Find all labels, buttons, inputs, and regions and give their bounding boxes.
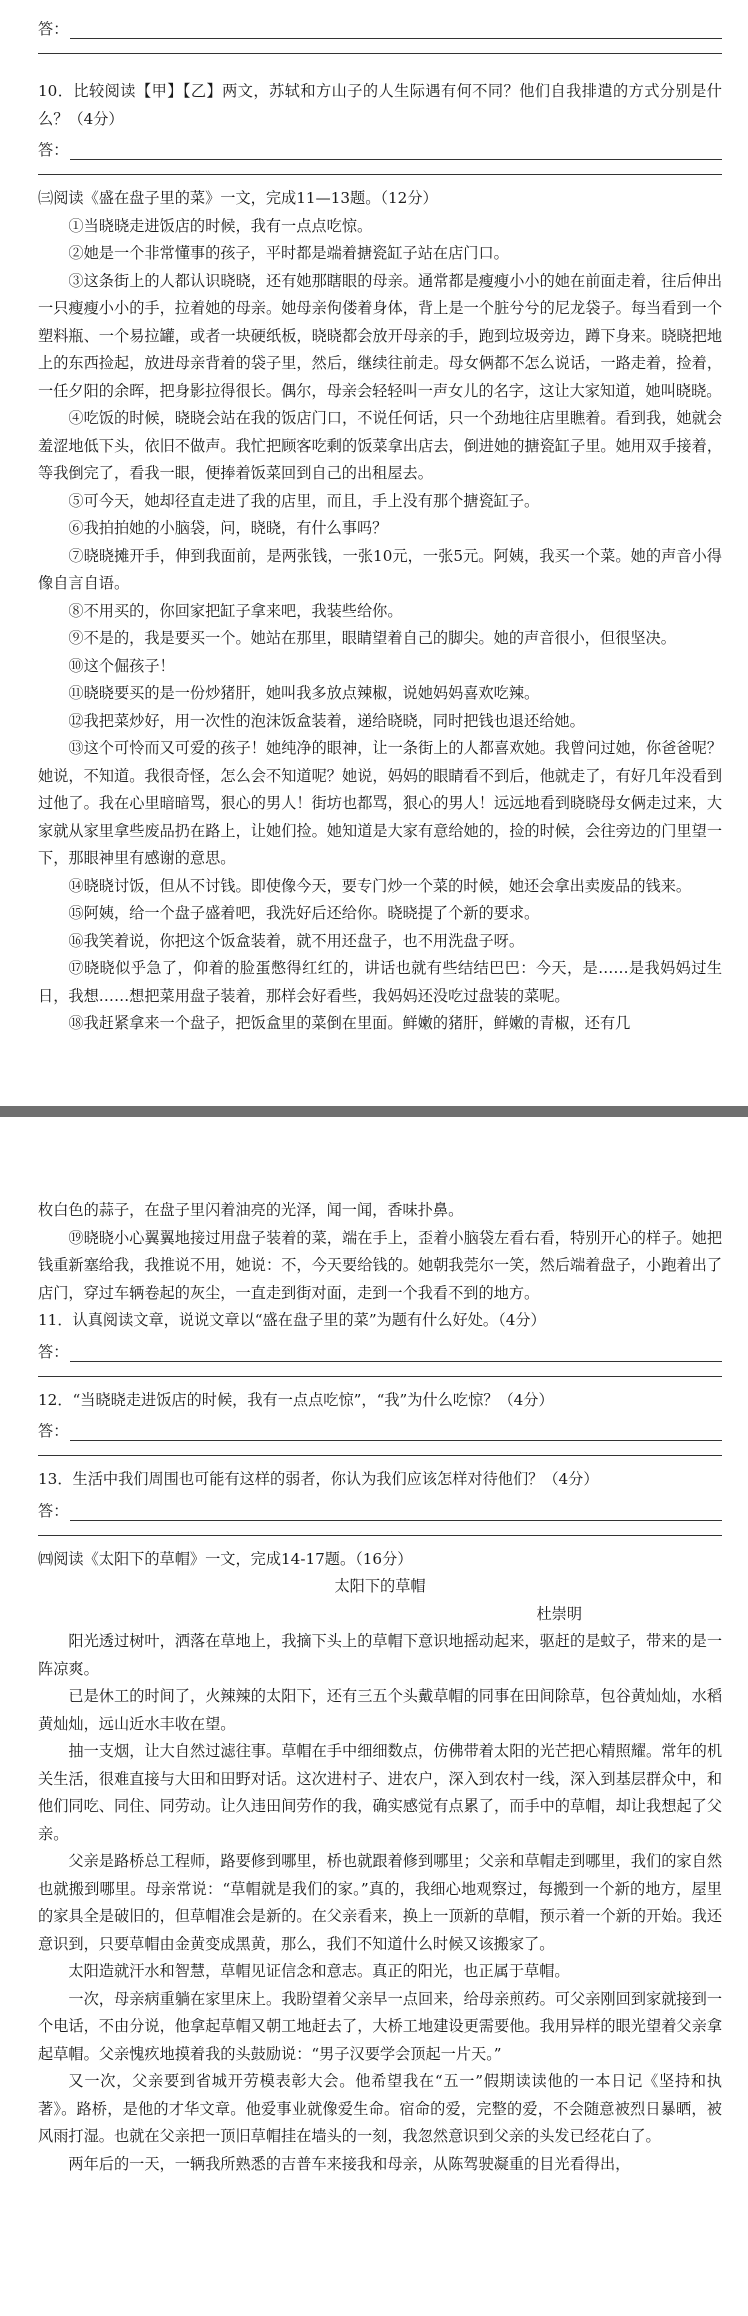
story-paragraph: ⑨不是的，我是要买一个。她站在那里，眼睛望着自己的脚尖。她的声音很小，但很坚决。 [68,629,676,647]
question-12: 12．“当晓晓走进饭店的时候，我有一点点吃惊”，“我”为什么吃惊？（4分） [38,1390,554,1409]
blank-line[interactable] [38,160,722,175]
story-paragraph: ①当晓晓走进饭店的时候，我有一点点吃惊。 [68,216,373,235]
answer-line[interactable]: 答： [38,12,722,39]
essay-paragraph: 太阳造就汗水和智慧，草帽见证信念和意志。真正的阳光，也正属于草帽。 [68,1962,570,1980]
essay-paragraph: 两年后的一天，一辆我所熟悉的吉普车来接我和母亲，从陈驾驶凝重的目光看得出， [68,2154,631,2173]
answer-line[interactable]: 答： [38,133,722,160]
story-paragraph: ⑰晓晓似乎急了，仰着的脸蛋憋得红红的，讲话也就有些结结巴巴：今天，是……是我妈妈过生日，我想……想把菜用盘子装着，那样会好看些，我妈妈还没吃过盘装的菜呢。 [38,959,722,1005]
section-4-header: ㈣阅读《太阳下的草帽》一文，完成14-17题。（16分） [38,1549,413,1568]
essay-paragraph: 抽一支烟，让大自然过滤往事。草帽在手中细细数点，仿佛带着太阳的光芒把心精照耀。常年的机关生活，很难直接与大田和田野对话。这次进村子、进农户，深入到农村一线，深入到基层群众中，和他们同吃、同住、同劳动。让久违田间劳作的我，确实感觉有点累了，而手中的草帽，却让我想起了父亲。 [38,1742,722,1843]
question-10: 10．比较阅读【甲】【乙】两文，苏轼和方山子的人生际遇有何不同？他们自我排遣的方式分别是什么？（4分） [38,82,722,128]
blank-line[interactable] [38,1362,722,1377]
blank-line[interactable] [38,1521,722,1536]
essay-paragraph: 已是休工的时间了，火辣辣的太阳下，还有三五个头戴草帽的同事在田间除草，包谷黄灿灿，水稻黄灿灿，远山近水丰收在望。 [38,1687,722,1733]
question-11: 11．认真阅读文章，说说文章以“盛在盘子里的菜”为题有什么好处。（4分） [38,1311,546,1329]
story-paragraph: ⑭晓晓讨饭，但从不讨钱。即使像今天，要专门炒一个菜的时候，她还会拿出卖废品的钱来。 [68,876,692,895]
essay-author: 杜崇明 [536,1604,582,1623]
story-paragraph: ⑩这个倔孩子！ [68,656,175,675]
page-divider [0,1106,748,1117]
story-paragraph: ③这条街上的人都认识晓晓，还有她那瞎眼的母亲。通常都是瘦瘦小小的她在前面走着，往后伸出一只瘦瘦小小的手，拉着她的母亲。她母亲佝偻着身体，背上是一个脏兮兮的尼龙袋子。每当看到一个塑料瓶、一个易拉罐，或者一块硬纸板，晓晓都会放开母亲的手，跑到垃圾旁边，蹲下身来。晓晓把地上的东西捡起，放进母亲背着的袋子里，然后，继续往前走。母女俩都不怎么说话，一路走着，捡着，一任夕阳的余晖，把身影拉得很长。偶尔，母亲会轻轻叫一声女儿的名字，这让大家知道，她叫晓晓。 [38,271,722,400]
story-paragraph: ⑲晓晓小心翼翼地接过用盘子装着的菜，端在手上，歪着小脑袋左看右看，特别开心的样子。她把钱重新塞给我，我推说不用，她说：不，今天要给钱的。她朝我莞尔一笑，然后端着盘子，小跑着出了店门，穿过车辆卷起的灰尘，一直走到街对面，走到一个我看不到的地方。 [38,1228,722,1302]
story-paragraph: ⑤可今天，她却径直走进了我的店里，而且，手上没有那个搪瓷缸子。 [68,491,540,510]
story-paragraph: ⑬这个可怜而又可爱的孩子！她纯净的眼神，让一条街上的人都喜欢她。我曾问过她，你爸爸呢？她说，不知道。我很奇怪，怎么会不知道呢？她说，妈妈的眼睛看不到后，他就走了，有好几年没看到过他了。我在心里暗暗骂，狠心的男人！街坊也都骂，狠心的男人！远远地看到晓晓母女俩走过来，大家就从家里拿些废品扔在路上，让她们捡。她知道是大家有意给她的，捡的时候，会往旁边的门里望一下，那眼神里有感谢的意思。 [38,739,722,867]
story-paragraph: ②她是一个非常懂事的孩子，平时都是端着搪瓷缸子站在店门口。 [68,244,509,262]
story-paragraph: ④吃饭的时候，晓晓会站在我的饭店门口，不说任何话，只一个劲地往店里瞧着。看到我，她就会羞涩地低下头，依旧不做声。我忙把顾客吃剩的饭菜拿出店去，倒进她的搪瓷缸子里。她用双手接着，等我倒完了，看我一眼，便捧着饭菜回到自己的出租屋去。 [38,409,722,482]
story-paragraph: ⑪晓晓要买的是一份炒猪肝，她叫我多放点辣椒，说她妈妈喜欢吃辣。 [68,684,540,702]
exam-page-top [0,0,748,1104]
blank-line[interactable] [38,39,722,54]
essay-paragraph: 阳光透过树叶，洒落在草地上，我摘下头上的草帽下意识地摇动起来，驱赶的是蚊子，带来的是一阵凉爽。 [38,1632,722,1678]
section-3-header: ㈢阅读《盛在盘子里的菜》一文，完成11—13题。（12分） [38,189,438,207]
essay-paragraph: 一次，母亲病重躺在家里床上。我盼望着父亲早一点回来，给母亲煎药。可父亲刚回到家就接到一个电话，不由分说，他拿起草帽又朝工地赶去了，大桥工地建设更需要他。我用异样的眼光望着父亲拿起草帽。父亲愧疚地摸着我的头鼓励说：“男子汉要学会顶起一片天。” [38,1989,722,2063]
story-paragraph: ⑫我把菜炒好，用一次性的泡沫饭盒装着，递给晓晓，同时把钱也退还给她。 [68,711,585,730]
essay-paragraph: 父亲是路桥总工程师，路要修到哪里，桥也就跟着修到哪里；父亲和草帽走到哪里，我们的家自然也就搬到哪里。母亲常说：“草帽就是我们的家。”真的，我细心地观察过，每搬到一个新的地方，屋里的家具全是破旧的，但草帽准会是新的。在父亲看来，换上一顶新的草帽，预示着一个新的开始。我还意识到，只要草帽由金黄变成黑黄，那么，我们不知道什么时候又该搬家了。 [38,1852,722,1953]
essay-paragraph: 又一次，父亲要到省城开劳模表彰大会。他希望我在“五一”假期读读他的一本日记《坚持和执著》。路桥，是他的才华文章。他爱事业就像爱生命。宿命的爱，完整的爱，不会随意被烈日暴晒，被风雨打湿。也就在父亲把一顶旧草帽挂在墙头的一刻，我忽然意识到父亲的头发已经花白了。 [38,2072,722,2145]
exam-page-bottom [0,1117,748,2316]
blank-line[interactable] [38,1441,722,1456]
answer-line[interactable]: 答： [38,1335,722,1362]
story-paragraph: ⑮阿姨，给一个盘子盛着吧，我洗好后还给你。晓晓提了个新的要求。 [68,904,540,922]
story-paragraph: ⑯我笑着说，你把这个饭盒装着，就不用还盘子，也不用洗盘子呀。 [68,931,525,950]
answer-line[interactable]: 答： [38,1414,722,1441]
answer-line[interactable]: 答： [38,1494,722,1521]
story-paragraph: ⑥我拍拍她的小脑袋，问，晓晓，有什么事吗？ [68,519,388,537]
story-paragraph: ⑱我赶紧拿来一个盘子，把饭盒里的菜倒在里面。鲜嫩的猪肝，鲜嫩的青椒，还有几 [68,1014,631,1032]
essay-title: 太阳下的草帽 [334,1577,426,1595]
story-paragraph: ⑧不用买的，你回家把缸子拿来吧，我装些给你。 [68,601,403,620]
story-paragraph: 枚白色的蒜子，在盘子里闪着油亮的光泽，闻一闻，香味扑鼻。 [38,1201,464,1219]
question-13: 13．生活中我们周围也可能有这样的弱者，你认为我们应该怎样对待他们？（4分） [38,1470,599,1488]
story-paragraph: ⑦晓晓摊开手，伸到我面前，是两张钱，一张10元，一张5元。阿姨，我买一个菜。她的声音小得像自言自语。 [38,546,722,592]
